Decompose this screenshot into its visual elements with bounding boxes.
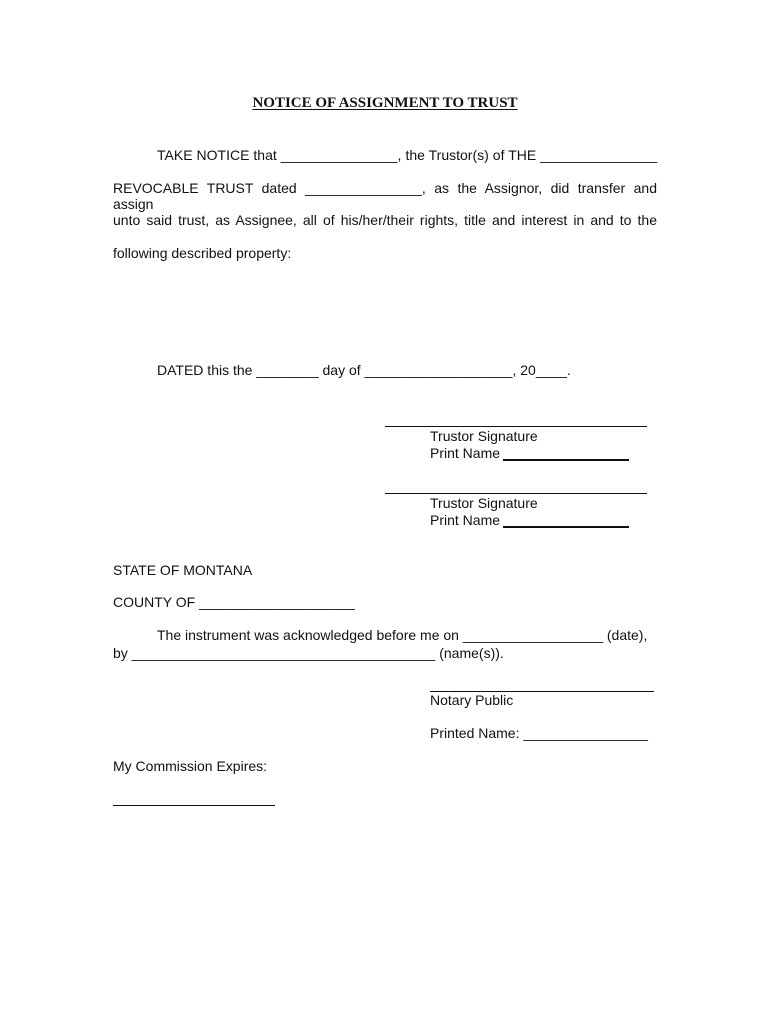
notice-line-1: TAKE NOTICE that _______________, the Trustor(s) of THE _______________ [157,147,657,163]
printed-name-line: Printed Name: ________________ [430,725,648,741]
dated-line: DATED this the ________ day of ___________________, 20____. [157,362,571,378]
notice-line-2: REVOCABLE TRUST dated _______________, as the Assignor, did transfer and assign [113,180,657,212]
notice-line-3: unto said trust, as Assignee, all of his/her/their rights, title and interest in and to the [113,212,657,228]
county-line: COUNTY OF ____________________ [113,594,355,610]
notice-line-4: following described property: [113,245,292,261]
state-line: STATE OF MONTANA [113,562,253,578]
commission-expires-line [113,805,275,806]
acknowledgment-line-1: The instrument was acknowledged before me on __________________ (date), [157,627,648,643]
print-name-line [503,526,629,528]
commission-expires-label: My Commission Expires: [113,758,268,774]
print-name-label: Print Name [430,445,501,461]
signature-label: Trustor Signature [430,495,538,511]
signature-line [385,493,647,494]
print-name-line [503,459,629,461]
document-title: NOTICE OF ASSIGNMENT TO TRUST [252,95,518,111]
acknowledgment-line-2: by _______________________________________ (name(s)). [113,645,504,661]
signature-line [385,426,647,427]
notary-public-label: Notary Public [430,692,514,708]
print-name-label: Print Name [430,512,501,528]
signature-label: Trustor Signature [430,428,538,444]
